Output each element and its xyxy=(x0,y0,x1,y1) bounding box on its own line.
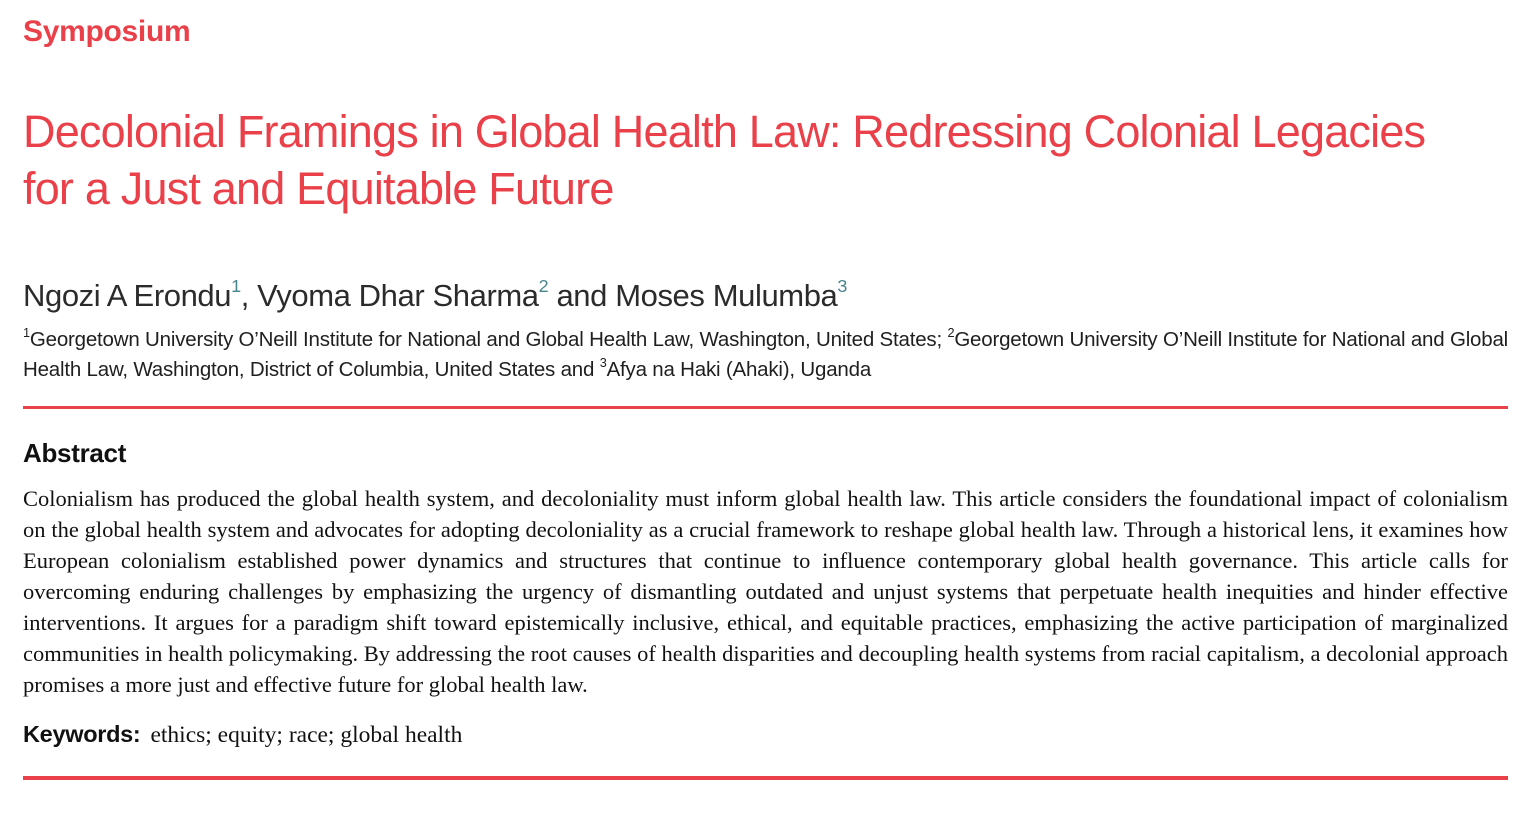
keywords-label: Keywords: xyxy=(23,720,141,747)
author-affiliation-ref-3[interactable]: 3 xyxy=(837,275,847,296)
abstract-body: Colonialism has produced the global health system, and decoloniality must inform global health law. This article considers the foundational impact of colonialism on the global health system and advocates for adopting decoloniality as a crucial framework to reshape global health law. Through a historical lens, it examines how European colonialism established power dynamics and structures that continue to influence contemporary global health governance. This article calls for overcoming enduring challenges by emphasizing the urgency of dismantling outdated and unjust systems that perpetuate health inequities and hinder effective interventions. It argues for a paradigm shift toward epistemically inclusive, ethical, and equitable practices, emphasizing the active participation of marginalized communities in health policymaking. By addressing the root causes of health disparities and decoupling health systems from racial capitalism, a decolonial approach promises a more just and effective future for global health law. xyxy=(23,485,1508,697)
author-line xyxy=(23,275,1508,314)
keywords-text: ethics; equity; race; global health xyxy=(150,721,463,748)
author-affiliation-ref-1[interactable]: 1 xyxy=(231,275,241,296)
divider-rule-top xyxy=(23,406,1508,409)
author-affiliation-ref-2[interactable]: 2 xyxy=(538,275,549,296)
affiliations xyxy=(23,325,1508,385)
affiliation-marker-3: 3 xyxy=(599,354,607,370)
section-kicker: Symposium xyxy=(23,15,191,48)
author-separator: , xyxy=(240,277,258,313)
author-name: Ngozi A Erondu xyxy=(23,277,232,313)
abstract-heading: Abstract xyxy=(23,438,127,469)
author-name: Vyoma Dhar Sharma xyxy=(257,277,539,313)
affiliation-text: Afya na Haki (Ahaki), Uganda xyxy=(606,358,872,382)
affiliation-marker-2: 2 xyxy=(947,324,955,340)
keywords-line xyxy=(23,721,1508,749)
affiliation-text: Georgetown University O’Neill Institute for National and Global Health Law, Washington, District of Columbia, United States and xyxy=(23,328,1509,382)
affiliation-text: Georgetown University O’Neill Institute for National and Global Health Law, Washington, United States; xyxy=(29,328,948,352)
author-name: Moses Mulumba xyxy=(615,277,838,313)
article-title: Decolonial Framings in Global Health Law: Redressing Colonial Legacies for a Just and Equitable Future xyxy=(23,105,1426,215)
affiliation-marker-1: 1 xyxy=(23,324,30,340)
author-separator: and xyxy=(548,277,616,313)
divider-rule-bottom xyxy=(23,776,1508,780)
